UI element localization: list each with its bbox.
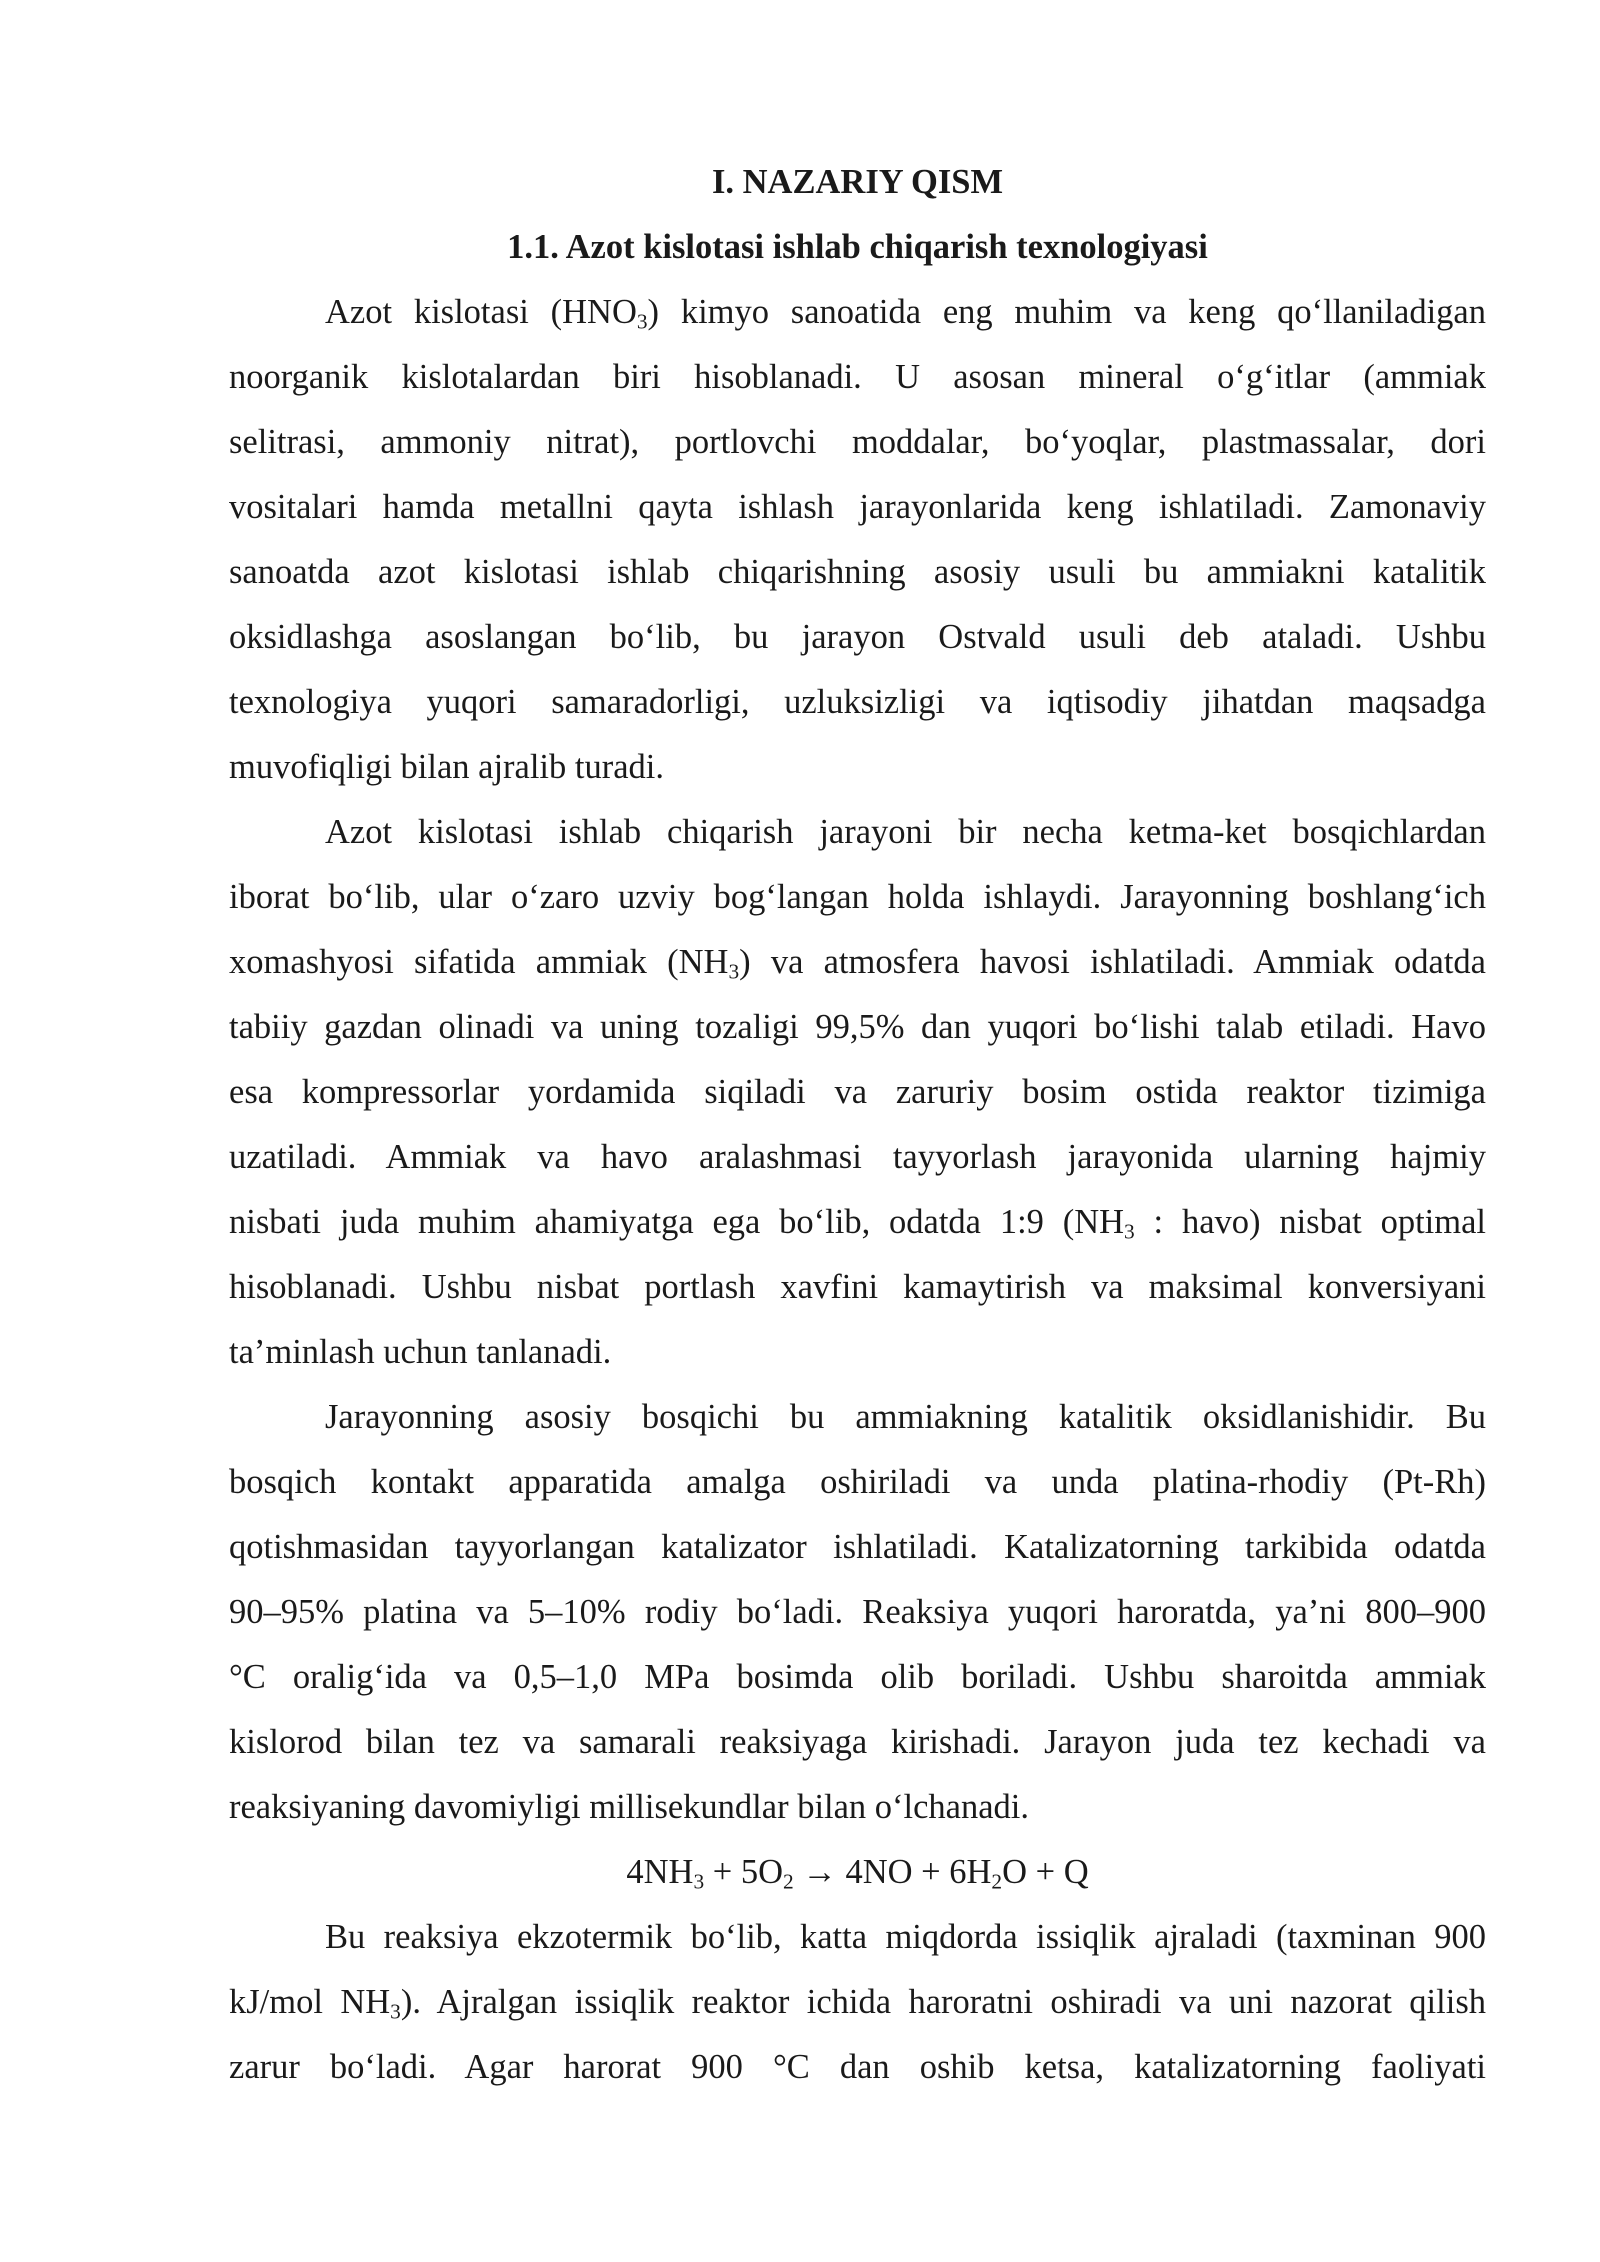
text-line: hisoblanadi. Ushbu nisbat portlash xavfini kamaytirish va maksimal konversiyani <box>229 1268 1486 1306</box>
subsection-title: 1.1. Azot kislotasi ishlab chiqarish texnologiyasi <box>507 228 1208 266</box>
reaction-equation <box>229 1840 1486 1905</box>
text-line <box>229 280 1486 345</box>
text-span: : havo) nisbat optimal <box>1134 1203 1486 1241</box>
text-span: nisbati juda muhim ahamiyatga ega bo‘lib, odatda 1:9 (NH <box>229 1203 1125 1241</box>
text-line: oksidlashga asoslangan bo‘lib, bu jarayon Ostvald usuli deb ataladi. Ushbu <box>229 618 1486 656</box>
subscript: 3 <box>728 959 740 984</box>
subscript: 2 <box>991 1869 1003 1894</box>
text-line: reaksiyaning davomiyligi millisekundlar bilan o‘lchanadi. <box>229 1788 1030 1826</box>
document-page <box>229 150 1486 2100</box>
text-line: qotishmasidan tayyorlangan katalizator ishlatiladi. Katalizatorning tarkibida odatda <box>229 1528 1486 1566</box>
paragraph-2 <box>229 800 1486 1385</box>
text-span: xomashyosi sifatida ammiak (NH <box>229 943 729 981</box>
paragraph-3 <box>229 1385 1486 1840</box>
text-line: Jarayonning asosiy bosqichi bu ammiakning katalitik oksidlanishidir. Bu <box>325 1398 1486 1436</box>
text-line: uzatiladi. Ammiak va havo aralashmasi tayyorlash jarayonida ularning hajmiy <box>229 1138 1486 1176</box>
paragraph-4 <box>229 1905 1486 2100</box>
text-span: kJ/mol NH <box>229 1983 391 2021</box>
subscript: 3 <box>636 309 648 334</box>
text-line: bosqich kontakt apparatida amalga oshiriladi va unda platina-rhodiy (Pt-Rh) <box>229 1463 1486 1501</box>
text-line: Bu reaksiya ekzotermik bo‘lib, katta miqdorda issiqlik ajraladi (taxminan 900 <box>325 1918 1486 1956</box>
subscript: 3 <box>390 1999 401 2024</box>
text-line <box>229 930 1486 995</box>
text-line: iborat bo‘lib, ular o‘zaro uzviy bog‘langan holda ishlaydi. Jarayonning boshlang‘ich <box>229 878 1486 916</box>
equation-part: 4NH <box>626 1853 694 1891</box>
paragraph-1 <box>229 280 1486 800</box>
text-line <box>229 1970 1486 2035</box>
text-line: Azot kislotasi ishlab chiqarish jarayoni bir necha ketma-ket bosqichlardan <box>325 813 1486 851</box>
text-line: sanoatda azot kislotasi ishlab chiqarishning asosiy usuli bu ammiakni katalitik <box>229 553 1486 591</box>
text-line: texnologiya yuqori samaradorligi, uzluksizligi va iqtisodiy jihatdan maqsadga <box>229 683 1486 721</box>
text-span: ). Ajralgan issiqlik reaktor ichida haroratni oshiradi va uni nazorat qilish <box>400 1983 1486 2021</box>
text-line: muvofiqligi bilan ajralib turadi. <box>229 748 664 786</box>
section-title: I. NAZARIY QISM <box>711 163 1004 201</box>
text-line: ta’minlash uchun tanlanadi. <box>229 1333 612 1371</box>
text-line: kislorod bilan tez va samarali reaksiyaga kirishadi. Jarayon juda tez kechadi va <box>229 1723 1486 1761</box>
text-line: zarur bo‘ladi. Agar harorat 900 °C dan oshib ketsa, katalizatorning faoliyati <box>229 2048 1486 2086</box>
equation-part: → 4NO + 6H <box>793 1853 992 1891</box>
text-span: Azot kislotasi (HNO <box>325 293 637 331</box>
text-line: esa kompressorlar yordamida siqiladi va zaruriy bosim ostida reaktor tizimiga <box>229 1073 1486 1111</box>
text-line: 90–95% platina va 5–10% rodiy bo‘ladi. Reaksiya yuqori haroratda, ya’ni 800–900 <box>229 1593 1486 1631</box>
text-line: vositalari hamda metallni qayta ishlash jarayonlarida keng ishlatiladi. Zamonaviy <box>229 488 1486 526</box>
equation-part: + 5O <box>704 1853 784 1891</box>
text-span: ) va atmosfera havosi ishlatiladi. Ammiak odatda <box>739 943 1486 981</box>
text-line: noorganik kislotalardan biri hisoblanadi. U asosan mineral o‘g‘itlar (ammiak <box>229 358 1486 396</box>
text-line <box>229 1190 1486 1255</box>
subscript: 3 <box>1124 1219 1135 1244</box>
text-line: selitrasi, ammoniy nitrat), portlovchi moddalar, bo‘yoqlar, plastmassalar, dori <box>229 423 1486 461</box>
subscript: 2 <box>783 1869 794 1894</box>
subscript: 3 <box>693 1869 705 1894</box>
equation-part: O + Q <box>1002 1853 1089 1891</box>
text-span: ) kimyo sanoatida eng muhim va keng qo‘llaniladigan <box>647 293 1486 331</box>
text-line: °C oralig‘ida va 0,5–1,0 MPa bosimda olib boriladi. Ushbu sharoitda ammiak <box>229 1658 1486 1696</box>
text-line: tabiiy gazdan olinadi va uning tozaligi 99,5% dan yuqori bo‘lishi talab etiladi. Havo <box>229 1008 1486 1046</box>
